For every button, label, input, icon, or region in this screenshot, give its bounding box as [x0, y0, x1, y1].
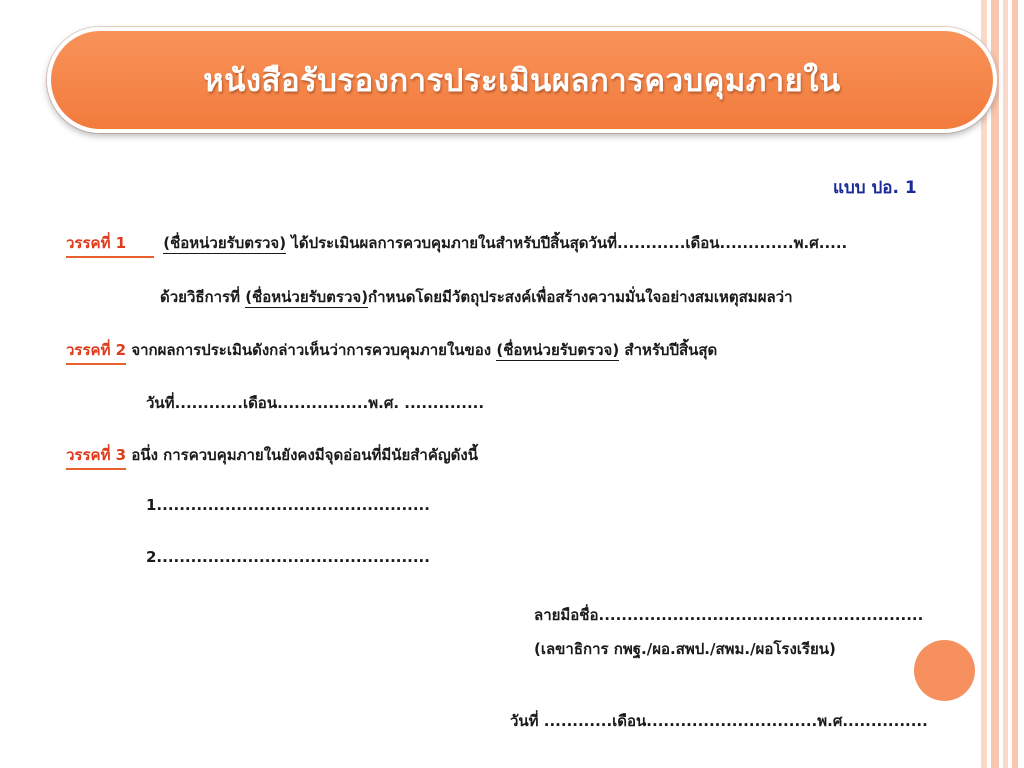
para2-line2: [146, 391, 484, 415]
para2-text2: สำหรับปีสิ้นสุด: [619, 341, 718, 359]
weakness-item-1: [146, 496, 430, 514]
para1-line2-unit-placeholder: (ชื่อหน่วยรับตรวจ): [245, 288, 369, 306]
weakness-item-2-text: 2................................................: [146, 548, 430, 566]
signature-text: ลายมือชื่อ.........................................................: [534, 606, 924, 624]
signature-position: [534, 637, 836, 661]
para2-text1: จากผลการประเมินดังกล่าวเห็นว่าการควบคุมภายในของ: [126, 341, 497, 359]
decor-stripe: [991, 0, 999, 768]
signature-date-text: วันที่ ............เดือน..............................พ.ศ...............: [510, 712, 928, 730]
para1-line2-suffix: กำหนดโดยมีวัตถุประสงค์เพื่อสร้างความมั่นใจอย่างสมเหตุสมผลว่า: [368, 288, 793, 306]
para1-line2: [160, 285, 793, 309]
decor-circle: [914, 640, 975, 701]
form-code: แบบ ปอ. 1: [833, 178, 917, 198]
para2-label: วรรคที่ 2: [66, 338, 126, 365]
para3-text: อนึ่ง การควบคุมภายในยังคงมีจุดอ่อนที่มีนัยสำคัญดังนี้: [126, 446, 478, 464]
para1-line1: [66, 231, 847, 258]
signature-line: [534, 603, 923, 627]
weakness-item-2: [146, 548, 430, 566]
signature-position-text: (เลขาธิการ กพฐ./ผอ.สพป./สพม./ผอโรงเรียน): [534, 640, 836, 658]
signature-date: [510, 709, 928, 733]
para1-label: วรรคที่ 1: [66, 231, 154, 258]
para2-date-line: วันที่............เดือน................พ.ศ. ..............: [146, 394, 485, 412]
para1-unit-placeholder: (ชื่อหน่วยรับตรวจ): [163, 234, 287, 252]
decor-stripe: [1003, 0, 1008, 768]
weakness-item-1-text: 1................................................: [146, 496, 430, 514]
page-title: หนังสือรับรองการประเมินผลการควบคุมภายใน: [203, 63, 841, 99]
para1-line2-prefix: ด้วยวิธีการที่: [160, 288, 246, 306]
title-banner: [47, 27, 997, 133]
para3-line1: [66, 443, 478, 470]
decor-stripe: [1012, 0, 1018, 768]
para2-line1: [66, 338, 717, 365]
para3-label: วรรคที่ 3: [66, 443, 126, 470]
para2-unit-placeholder: (ชื่อหน่วยรับตรวจ): [496, 341, 620, 359]
para1-text: ได้ประเมินผลการควบคุมภายในสำหรับปีสิ้นสุดวันที่............เดือน.............พ.ศ.....: [286, 234, 848, 252]
